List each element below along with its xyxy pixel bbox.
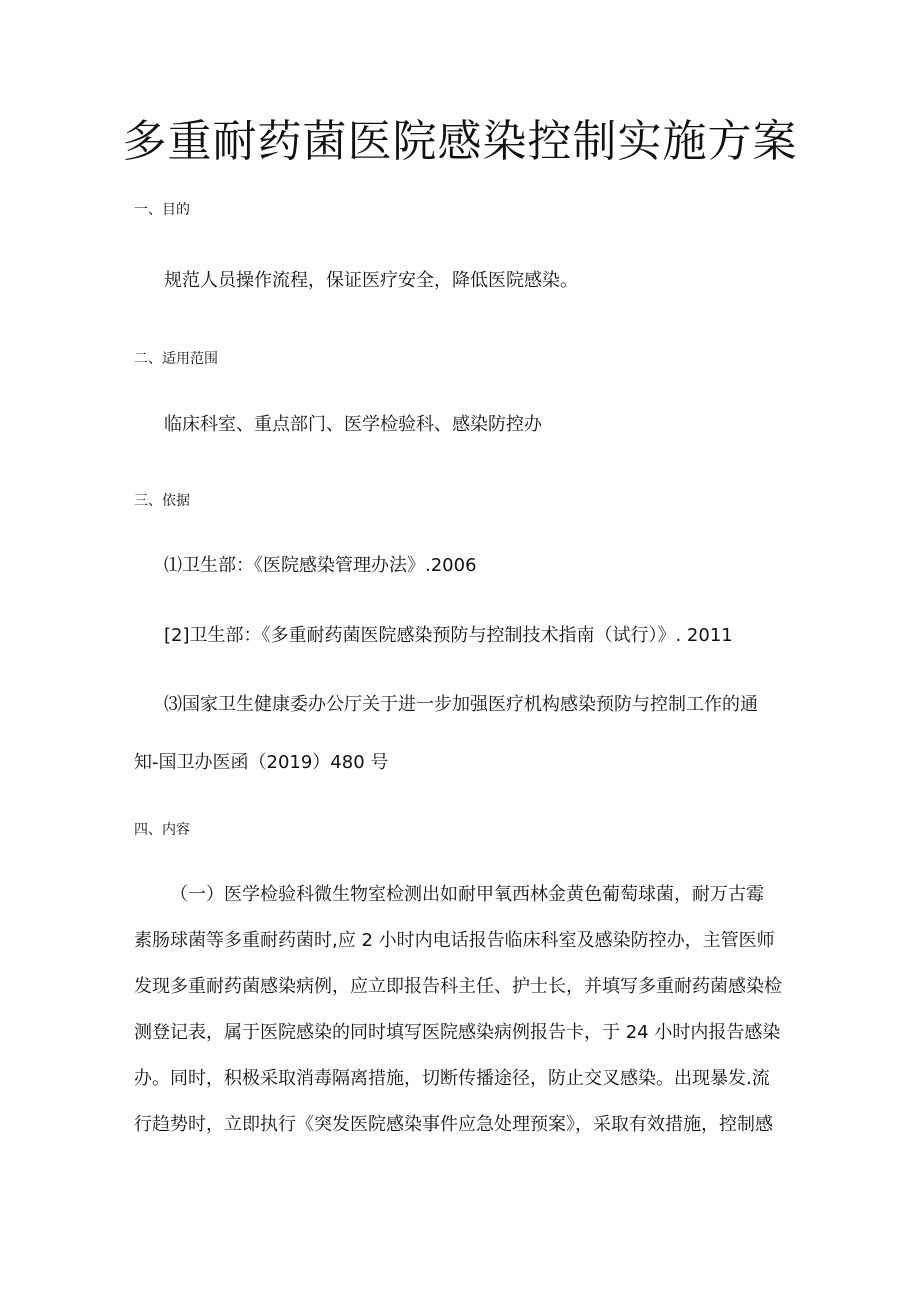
content-line: 行趋势时，立即执行《突发医院感染事件应急处理预案》，采取有效措施，控制感 (134, 1114, 773, 1135)
document-title: 多重耐药菌医院感染控制实施方案 (122, 116, 798, 167)
basis-ref-3-line-1: ⑶国家卫生健康委办公厅关于进一步加强医疗机构感染预防与控制工作的通 (164, 694, 758, 715)
content-line: 素肠球菌等多重耐药菌时,应 2 小时内电话报告临床科室及感染防控办，主管医师 (134, 930, 775, 951)
section-heading-basis: 三、依据 (134, 493, 190, 509)
content-line: （一）医学检验科微生物室检测出如耐甲氧西林金黄色葡萄球菌，耐万古霉 (170, 884, 764, 905)
content-line: 办。同时，积极采取消毒隔离措施，切断传播途径，防止交叉感染。出现暴发.流 (134, 1068, 770, 1089)
content-paragraph (134, 872, 794, 1148)
purpose-text: 规范人员操作流程，保证医疗安全，降低医院感染。 (164, 270, 578, 291)
basis-ref-2: [2]卫生部：《多重耐药菌医院感染预防与控制技术指南（试行）》. 2011 (164, 625, 733, 646)
basis-ref-3 (134, 676, 794, 792)
basis-ref-1: ⑴卫生部：《医院感染管理办法》.2006 (164, 555, 477, 576)
scope-text: 临床科室、重点部门、医学检验科、感染防控办 (164, 414, 542, 435)
basis-ref-3-line-2: 知-国卫办医函（2019）480 号 (134, 752, 389, 773)
section-heading-scope: 二、适用范围 (134, 351, 218, 367)
section-heading-purpose: 一、目的 (134, 202, 190, 218)
content-line: 测登记表，属于医院感染的同时填写医院感染病例报告卡，于 24 小时内报告感染 (134, 1022, 781, 1043)
content-line: 发现多重耐药菌感染病例，应立即报告科主任、护士长，并填写多重耐药菌感染检 (134, 976, 782, 997)
section-heading-content: 四、内容 (134, 822, 190, 838)
